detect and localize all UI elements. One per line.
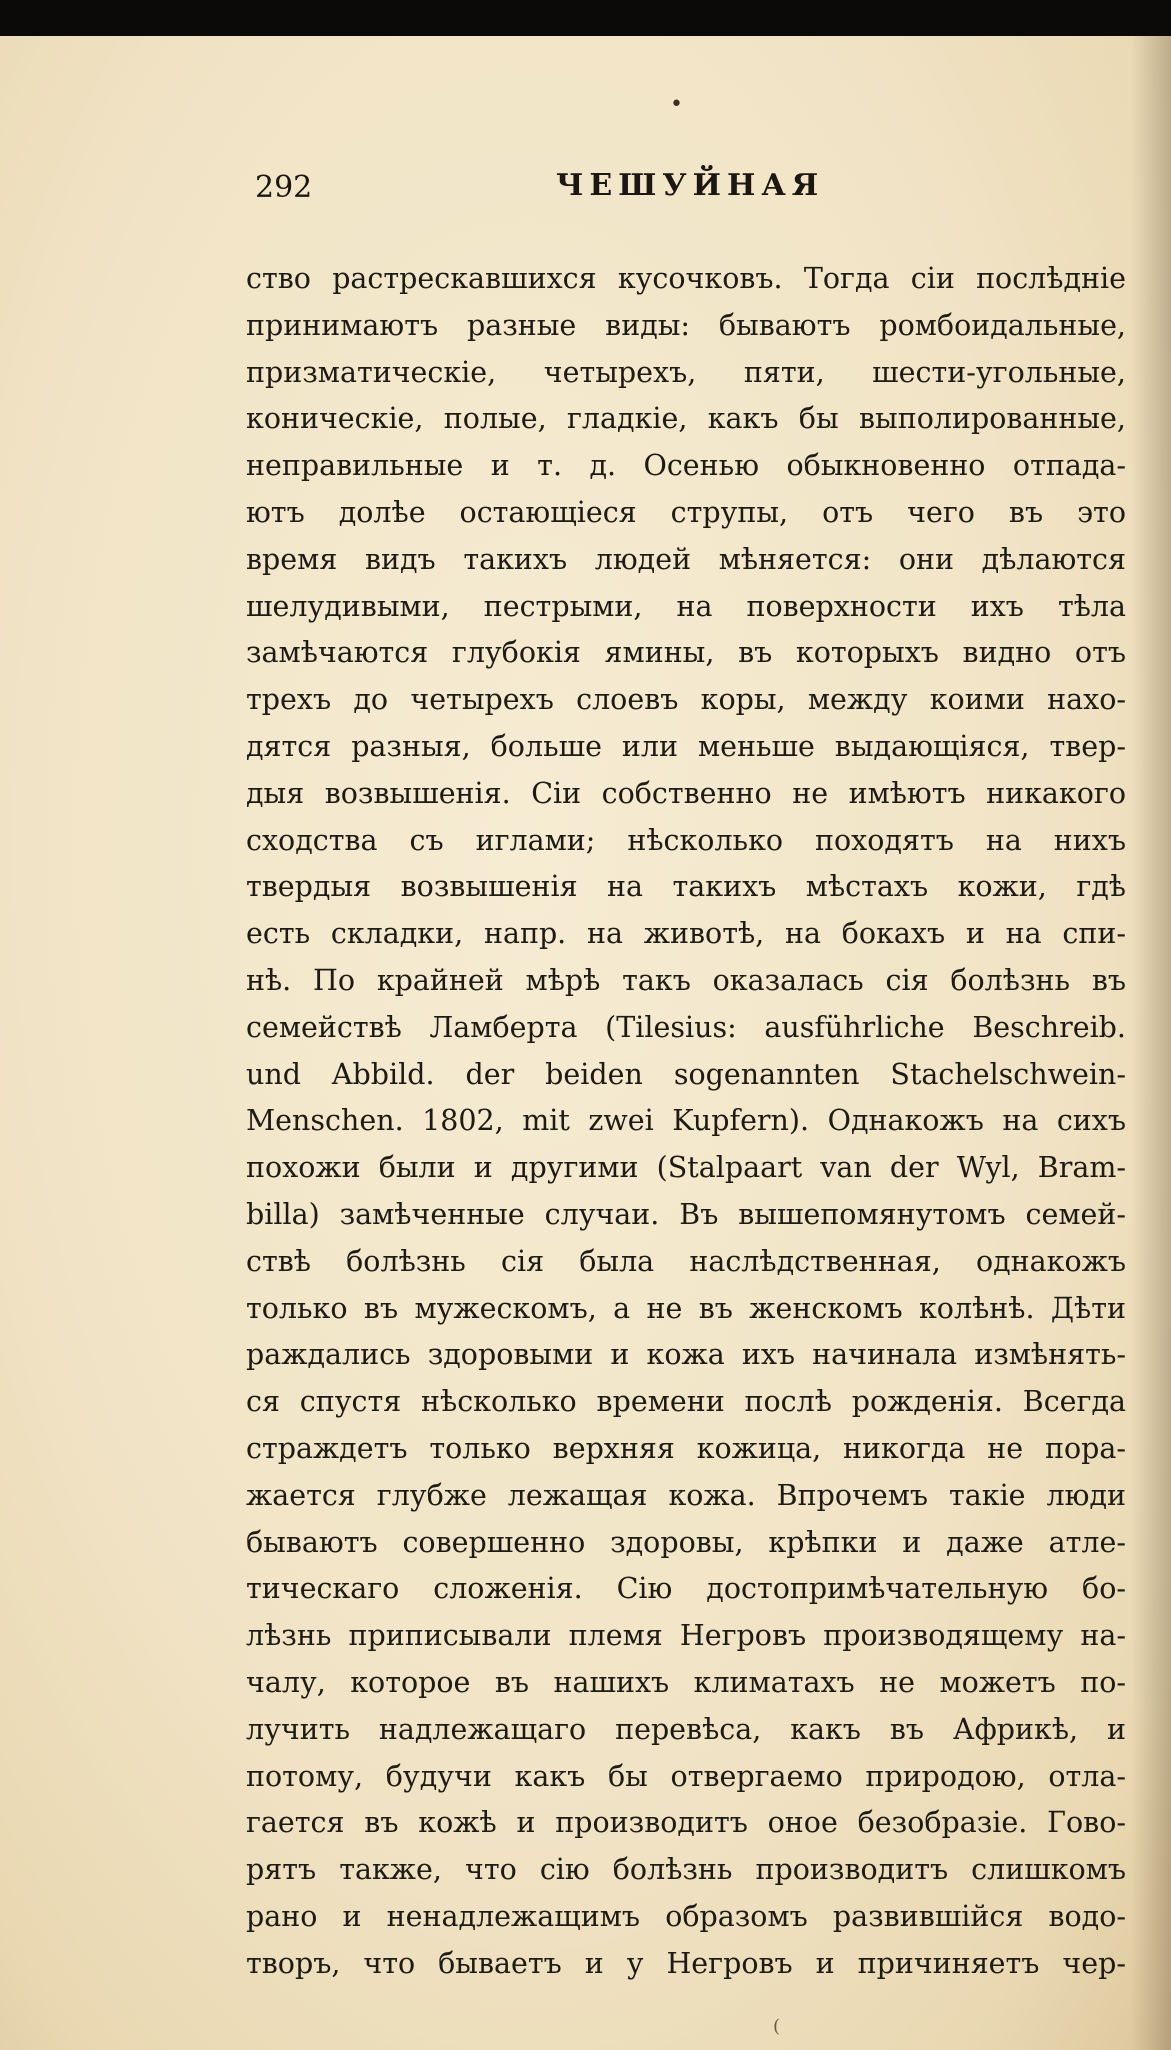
text-line: твердыя возвышенія на такихъ мѣстахъ кожи, гдѣ (246, 870, 1126, 904)
running-head: ЧЕШУЙНАЯ (556, 168, 825, 203)
text-line: только въ мужескомъ, а не въ женскомъ колѣнѣ. Дѣти (246, 1291, 1126, 1325)
text-line: шелудивыми, пестрыми, на поверхности ихъ тѣла (246, 589, 1126, 623)
text-line: Menschen. 1802, mit zwei Kupfern). Однакожъ на сихъ (246, 1104, 1126, 1138)
text-line: неправильные и т. д. Осенью обыкновенно отпада- (246, 449, 1126, 483)
page-edge-shadow (1131, 36, 1171, 2050)
text-line: нѣ. По крайней мѣрѣ такъ оказалась сія болѣзнь въ (246, 963, 1126, 997)
text-line: страждетъ только верхняя кожица, никогда не пора- (246, 1431, 1126, 1465)
text-line: принимаютъ разные виды: бываютъ ромбоидальные, (246, 308, 1126, 342)
text-line: лучить надлежащаго перевѣса, какъ въ Африкѣ, и (246, 1712, 1126, 1746)
text-line: похожи были и другими (Stalpaart van der Wyl, Bram- (246, 1151, 1126, 1185)
text-line: рятъ также, что сію болѣзнь производитъ слишкомъ (246, 1853, 1126, 1887)
text-line: трехъ до четырехъ слоевъ коры, между коими нахо- (246, 683, 1126, 717)
text-line: призматическіе, четырехъ, пяти, шести-угольные, (246, 355, 1126, 389)
text-line: замѣчаются глубокія ямины, въ которыхъ видно отъ (246, 636, 1126, 670)
text-line: есть складки, напр. на животѣ, на бокахъ и на спи- (246, 917, 1126, 951)
page-mark: ( (773, 2016, 781, 2037)
text-line: раждались здоровыми и кожа ихъ начинала измѣнять- (246, 1338, 1126, 1372)
body-text (246, 256, 1126, 1987)
text-line: чалу, которое въ нашихъ климатахъ не можетъ по- (246, 1665, 1126, 1699)
text-line: ство растрескавшихся кусочковъ. Тогда сіи послѣдніе (246, 262, 1126, 295)
text-line: лѣзнь приписывали племя Негровъ производящему на- (246, 1619, 1126, 1653)
text-line: жается глубже лежащая кожа. Впрочемъ такіе люди (246, 1478, 1126, 1512)
text-line: und Abbild. der beiden sogenannten Stachelschwein- (246, 1057, 1126, 1091)
text-line: время видъ такихъ людей мѣняется: они дѣлаются (246, 542, 1126, 576)
text-line: дятся разныя, больше или меньше выдающіяся, твер- (246, 729, 1126, 763)
text-line: тическаго сложенія. Сію достопримѣчательную бо- (246, 1572, 1126, 1606)
text-line: семействѣ Ламберта (Tilesius: ausführliche Beschreib. (246, 1010, 1126, 1044)
text-line: творъ, что бываетъ и у Негровъ и причиняетъ чер- (246, 1946, 1126, 1980)
page-header (255, 164, 855, 220)
text-line: дыя возвышенія. Сіи собственно не имѣютъ никакого (246, 776, 1126, 810)
text-line: ся спустя нѣсколько времени послѣ рожденія. Всегда (246, 1385, 1126, 1419)
ink-dot: • (670, 92, 683, 117)
text-line: ствѣ болѣзнь сія была наслѣдственная, однакожъ (246, 1244, 1126, 1278)
text-line: рано и ненадлежащимъ образомъ развившійся водо- (246, 1899, 1126, 1933)
text-line: ютъ долѣе остающіеся струпы, отъ чего въ это (246, 495, 1126, 529)
text-line: коническіе, полые, гладкіе, какъ бы выполированные, (246, 402, 1126, 436)
page-number: 292 (255, 170, 313, 205)
text-line: billa) замѣченные случаи. Въ вышепомянутомъ семей- (246, 1197, 1126, 1231)
text-line: потому, будучи какъ бы отвергаемо природою, отла- (246, 1759, 1126, 1793)
book-page (0, 36, 1171, 2050)
text-line: сходства съ иглами; нѣсколько походятъ на нихъ (246, 823, 1126, 857)
text-line: бываютъ совершенно здоровы, крѣпки и даже атле- (246, 1525, 1126, 1559)
text-line: гается въ кожѣ и производитъ оное безобразіе. Гово- (246, 1806, 1126, 1840)
